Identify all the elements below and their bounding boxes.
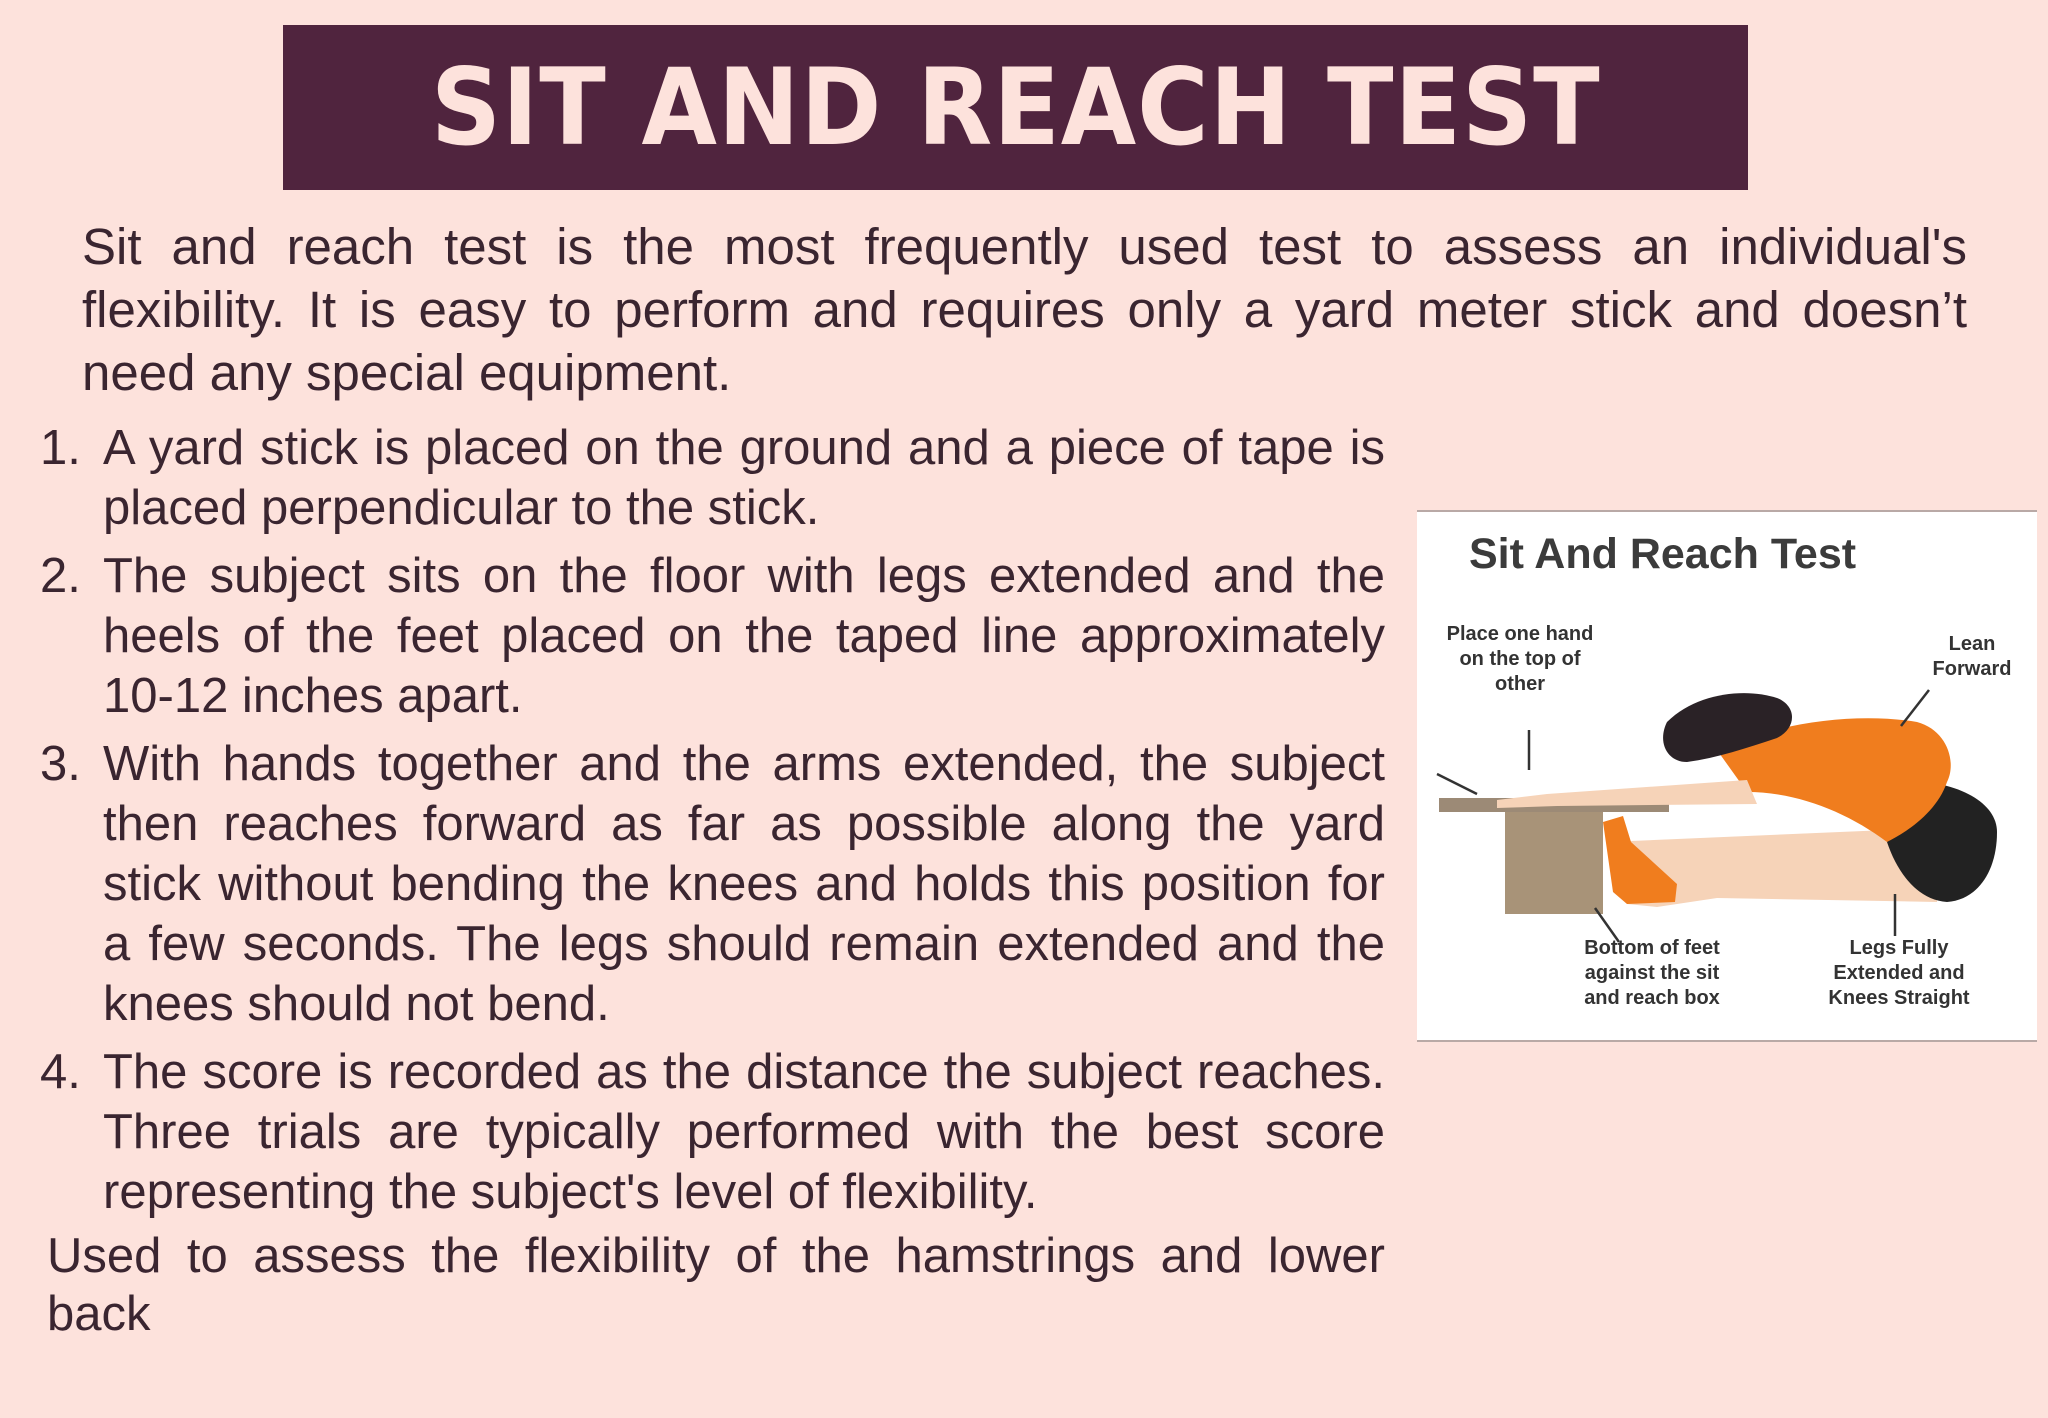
label-bottom-of-feet: Bottom of feet against the sit and reach box <box>1584 937 1720 1009</box>
sit-and-reach-illustration <box>1417 510 2037 1042</box>
step-text: The subject sits on the floor with legs extended and the heels of the feet placed on the taped line approximately 10-12 inches apart. <box>103 549 1385 723</box>
page-title: SIT AND REACH TEST <box>430 46 1601 169</box>
step-number: 3. <box>40 737 81 791</box>
step-number: 1. <box>40 421 81 475</box>
list-item <box>40 546 1385 726</box>
steps-list <box>40 418 1385 1230</box>
arrow-hand-left <box>1437 774 1477 794</box>
label-place-hand: Place one hand on the top of other <box>1446 623 1594 695</box>
arm-shape <box>1497 780 1757 808</box>
arrow-lean <box>1901 690 1929 726</box>
label-lean-forward: Lean Forward <box>1932 633 2012 680</box>
step-text: With hands together and the arms extended, the subject then reaches forward as far as possible along the yard stick without bending the knees and holds this position for a few seconds. The legs should remain extended and the knees should not bend. <box>103 737 1385 1031</box>
step-number: 4. <box>40 1045 81 1099</box>
reach-box <box>1505 812 1603 914</box>
step-text: A yard stick is placed on the ground and a piece of tape is placed perpendicular to the stick. <box>103 421 1385 535</box>
intro-paragraph: Sit and reach test is the most frequently used test to assess an individual's flexibility. It is easy to perform and requires only a yard meter stick and doesn’t need any special equipment. <box>82 218 1967 401</box>
step-number: 2. <box>40 549 81 603</box>
list-item <box>40 1042 1385 1222</box>
footer-note: Used to assess the flexibility of the hamstrings and lower back <box>47 1229 1385 1341</box>
step-text: The score is recorded as the distance the subject reaches. Three trials are typically performed with the best score representing the subject's level of flexibility. <box>103 1045 1385 1219</box>
label-legs-extended: Legs Fully Extended and Knees Straight <box>1828 937 1970 1009</box>
list-item <box>40 734 1385 1034</box>
title-banner <box>283 25 1748 190</box>
figure-title: Sit And Reach Test <box>1469 530 1857 578</box>
list-item <box>40 418 1385 538</box>
